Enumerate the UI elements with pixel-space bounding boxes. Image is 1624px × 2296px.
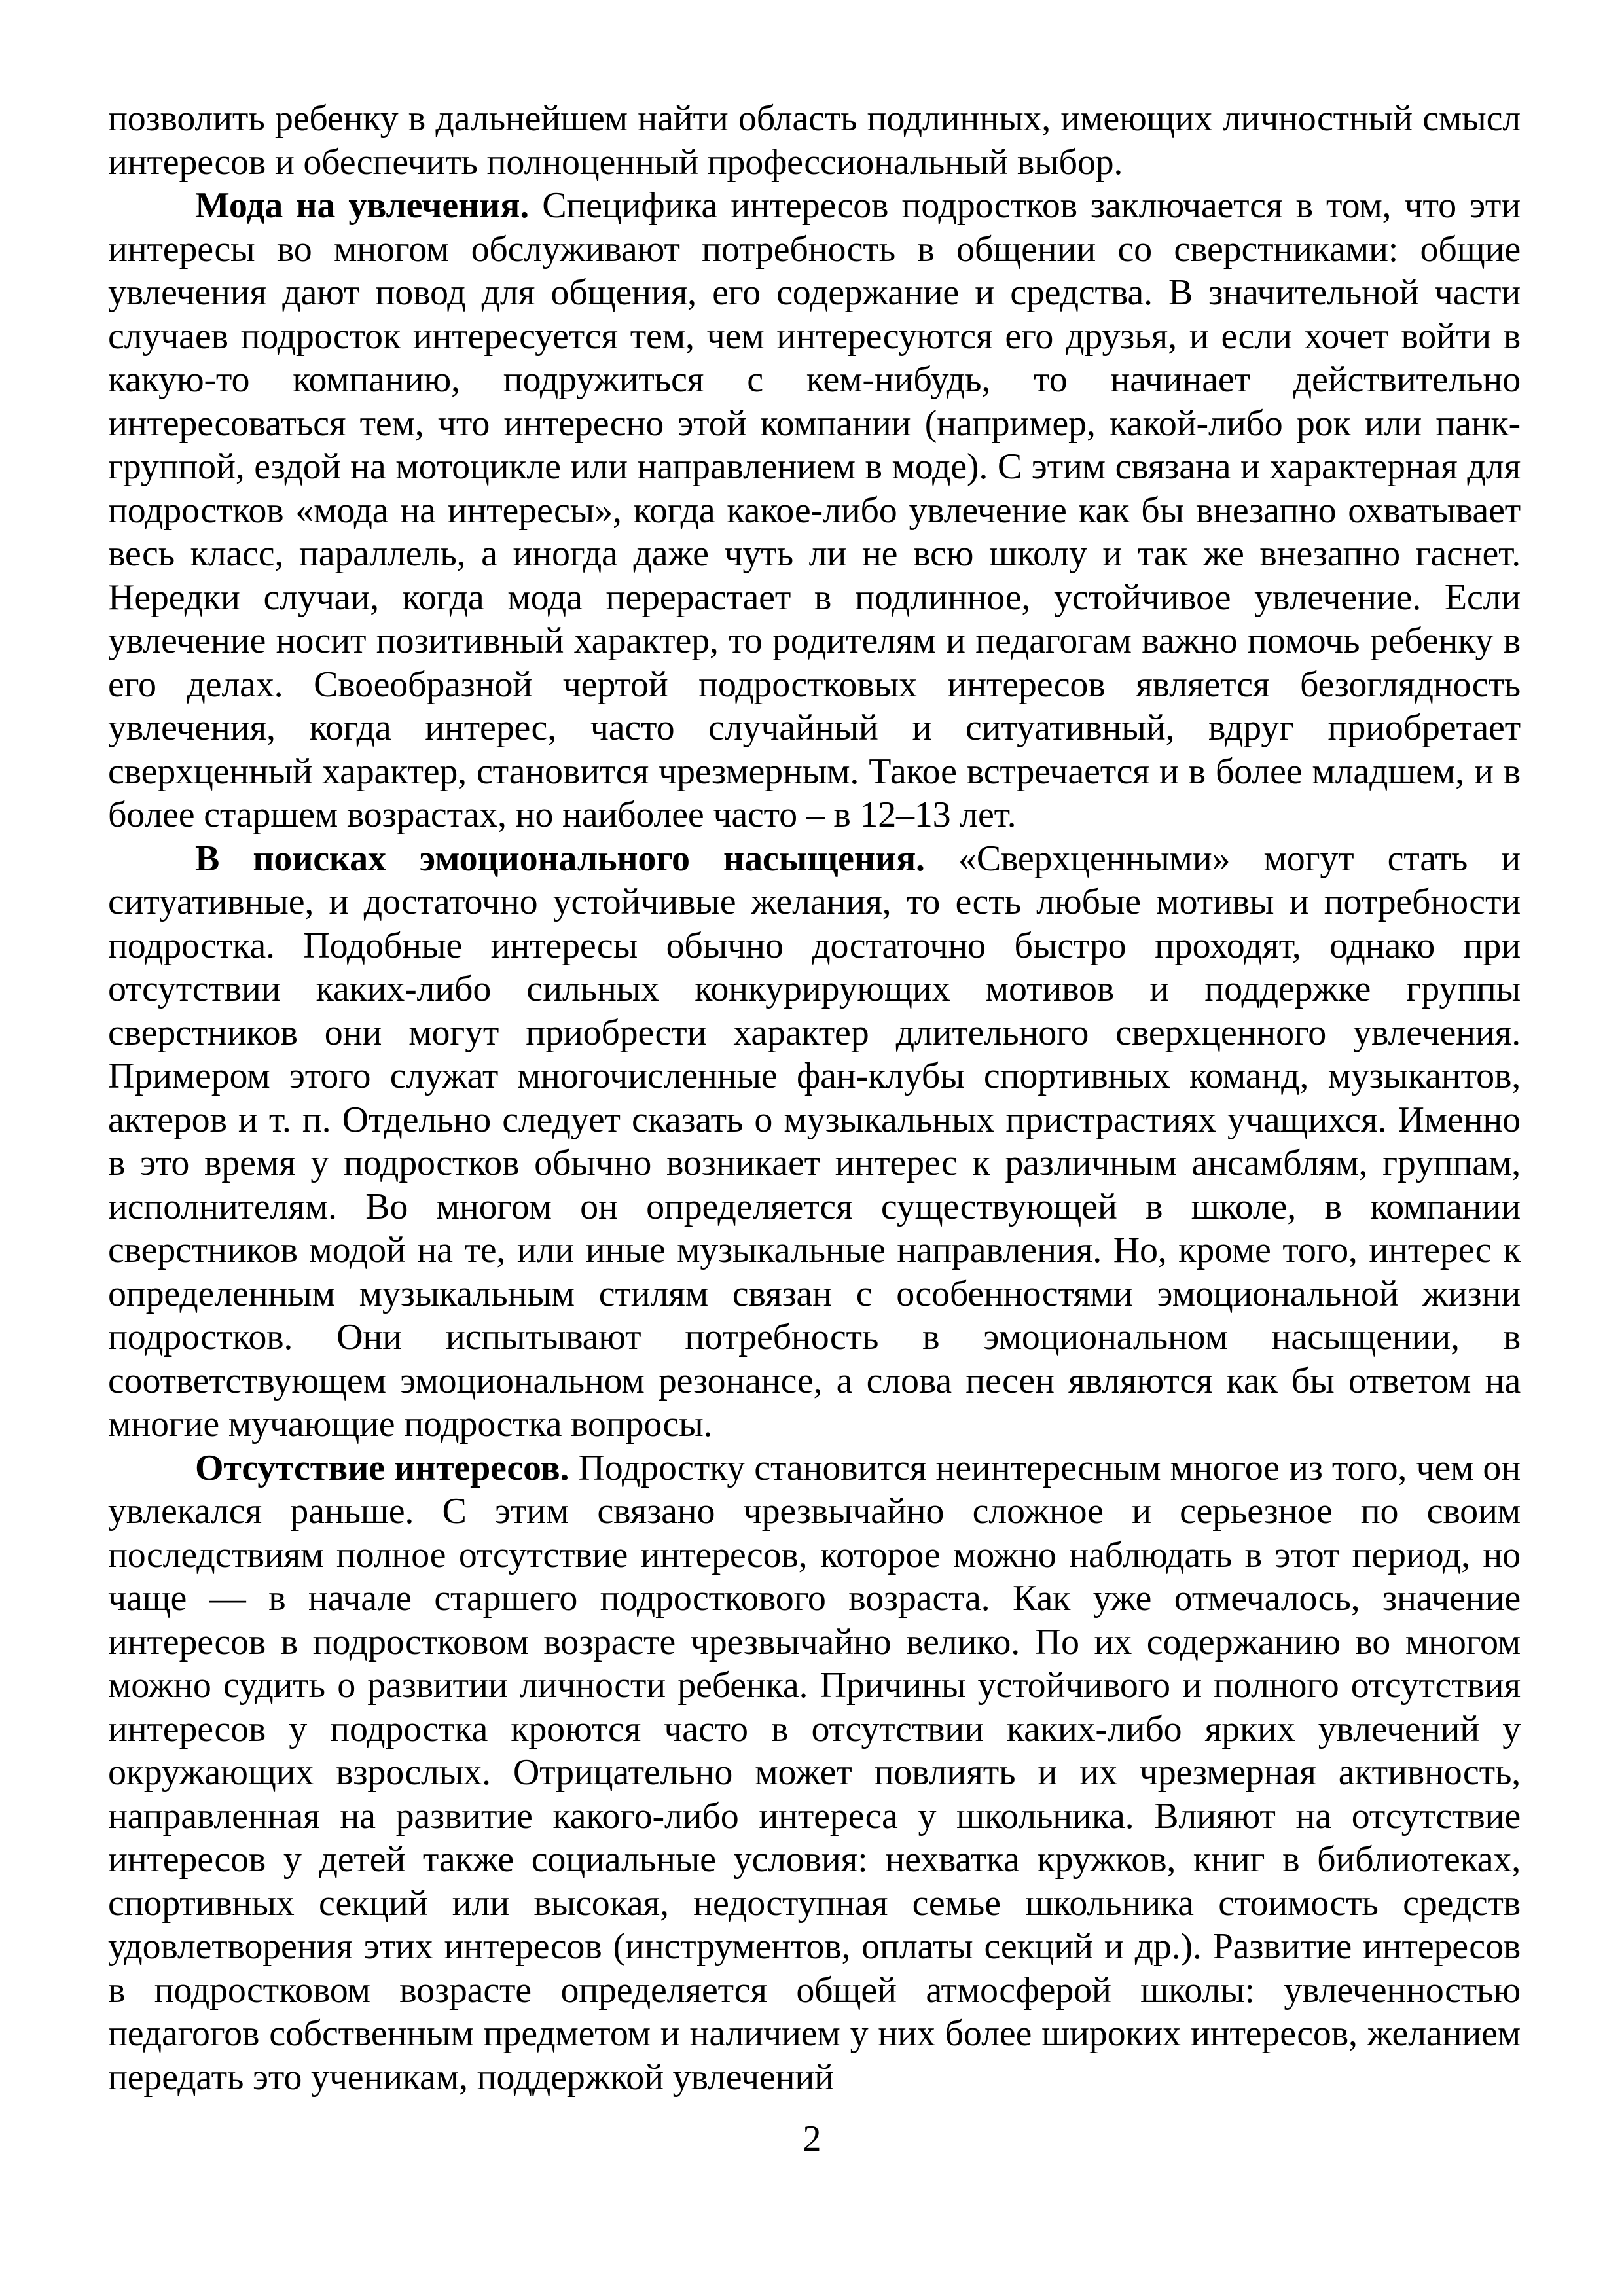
paragraph	[108, 1446, 1521, 2100]
page-footer	[0, 2119, 1624, 2159]
page-number: 2	[803, 2119, 821, 2159]
paragraph	[108, 184, 1521, 837]
paragraph-lead: Мода на увлечения.	[195, 185, 529, 226]
paragraph-lead: Отсутствие интересов.	[195, 1447, 569, 1488]
paragraph-lead: В поисках эмоционального насыщения.	[195, 838, 925, 879]
paragraph-text: «Сверхценными» могут стать и ситуативные, и достаточно устойчивые желания, то есть любые мотивы и потребности подростка. Подобные интересы обычно достаточно быстро проходят, однако при отсутствии каких-либо сильных конкурирующих мотивов и поддержке группы сверстников они могут приобрести характер длительного сверхценного увлечения. Примером этого служат многочисленные фан-клубы спортивных команд, музыкантов, актеров и т. п. Отдельно следует сказать о музыкальных пристрастиях учащихся. Именно в это время у подростков обычно возникает интерес к различным ансамблям, группам, исполнителям. Во многом он определяется существующей в школе, в компании сверстников модой на те, или иные музыкальные направления. Но, кроме того, интерес к определенным музыкальным стилям связан с особенностями эмоциональной жизни подростков. Они испытывают потребность в эмоциональном насыщении, в соответствующем эмоциональном резонансе, а слова песен являются как бы ответом на многие мучающие подростка вопросы.	[108, 838, 1521, 1444]
paragraph	[108, 837, 1521, 1446]
paragraph-text: Специфика интересов подростков заключается в том, что эти интересы во многом обслуживают потребность в общении со сверстниками: общие увлечения дают повод для общения, его содержание и средства. В значительной части случаев подросток интересуется тем, чем интересуются его друзья, и если хочет войти в какую-то компанию, подружиться с кем-нибудь, то начинает действительно интересоваться тем, что интересно этой компании (например, какой-либо рок или панк-группой, ездой на мотоцикле или направлением в моде). С этим связана и характерная для подростков «мода на интересы», когда какое-либо увлечение как бы внезапно охватывает весь класс, параллель, а иногда даже чуть ли не всю школу и так же внезапно гаснет. Нередки случаи, когда мода перерастает в подлинное, устойчивое увлечение. Если увлечение носит позитивный характер, то родителям и педагогам важно помочь ребенку в его делах. Своеобразной чертой подростковых интересов является безоглядность увлечения, когда интерес, часто случайный и ситуативный, вдруг приобретает сверхценный характер, становится чрезмерным. Такое встречается и в более младшем, и в более старшем возрастах, но наиболее часто – в 12–13 лет.	[108, 185, 1521, 835]
paragraph-text: позволить ребенку в дальнейшем найти область подлинных, имеющих личностный смысл интересов и обеспечить полноценный профессиональный выбор.	[108, 98, 1521, 183]
page-body	[108, 97, 1521, 2099]
paragraph	[108, 97, 1521, 184]
paragraph-text: Подростку становится неинтересным многое из того, чем он увлекался раньше. С этим связано чрезвычайно сложное и серьезное по своим последствиям полное отсутствие интересов, которое можно наблюдать в этот период, но чаще — в начале старшего подросткового возраста. Как уже отмечалось, значение интересов в подростковом возрасте чрезвычайно велико. По их содержанию во многом можно судить о развитии личности ребенка. Причины устойчивого и полного отсутствия интересов у подростка кроются часто в отсутствии каких-либо ярких увлечений у окружающих взрослых. Отрицательно может повлиять и их чрезмерная активность, направленная на развитие какого-либо интереса у школьника. Влияют на отсутствие интересов у детей также социальные условия: нехватка кружков, книг в библиотеках, спортивных секций или высокая, недоступная семье школьника стоимость средств удовлетворения этих интересов (инструментов, оплаты секций и др.). Развитие интересов в подростковом возрасте определяется общей атмосферой школы: увлеченностью педагогов собственным предметом и наличием у них более широких интересов, желанием передать это ученикам, поддержкой увлечений	[108, 1447, 1521, 2098]
